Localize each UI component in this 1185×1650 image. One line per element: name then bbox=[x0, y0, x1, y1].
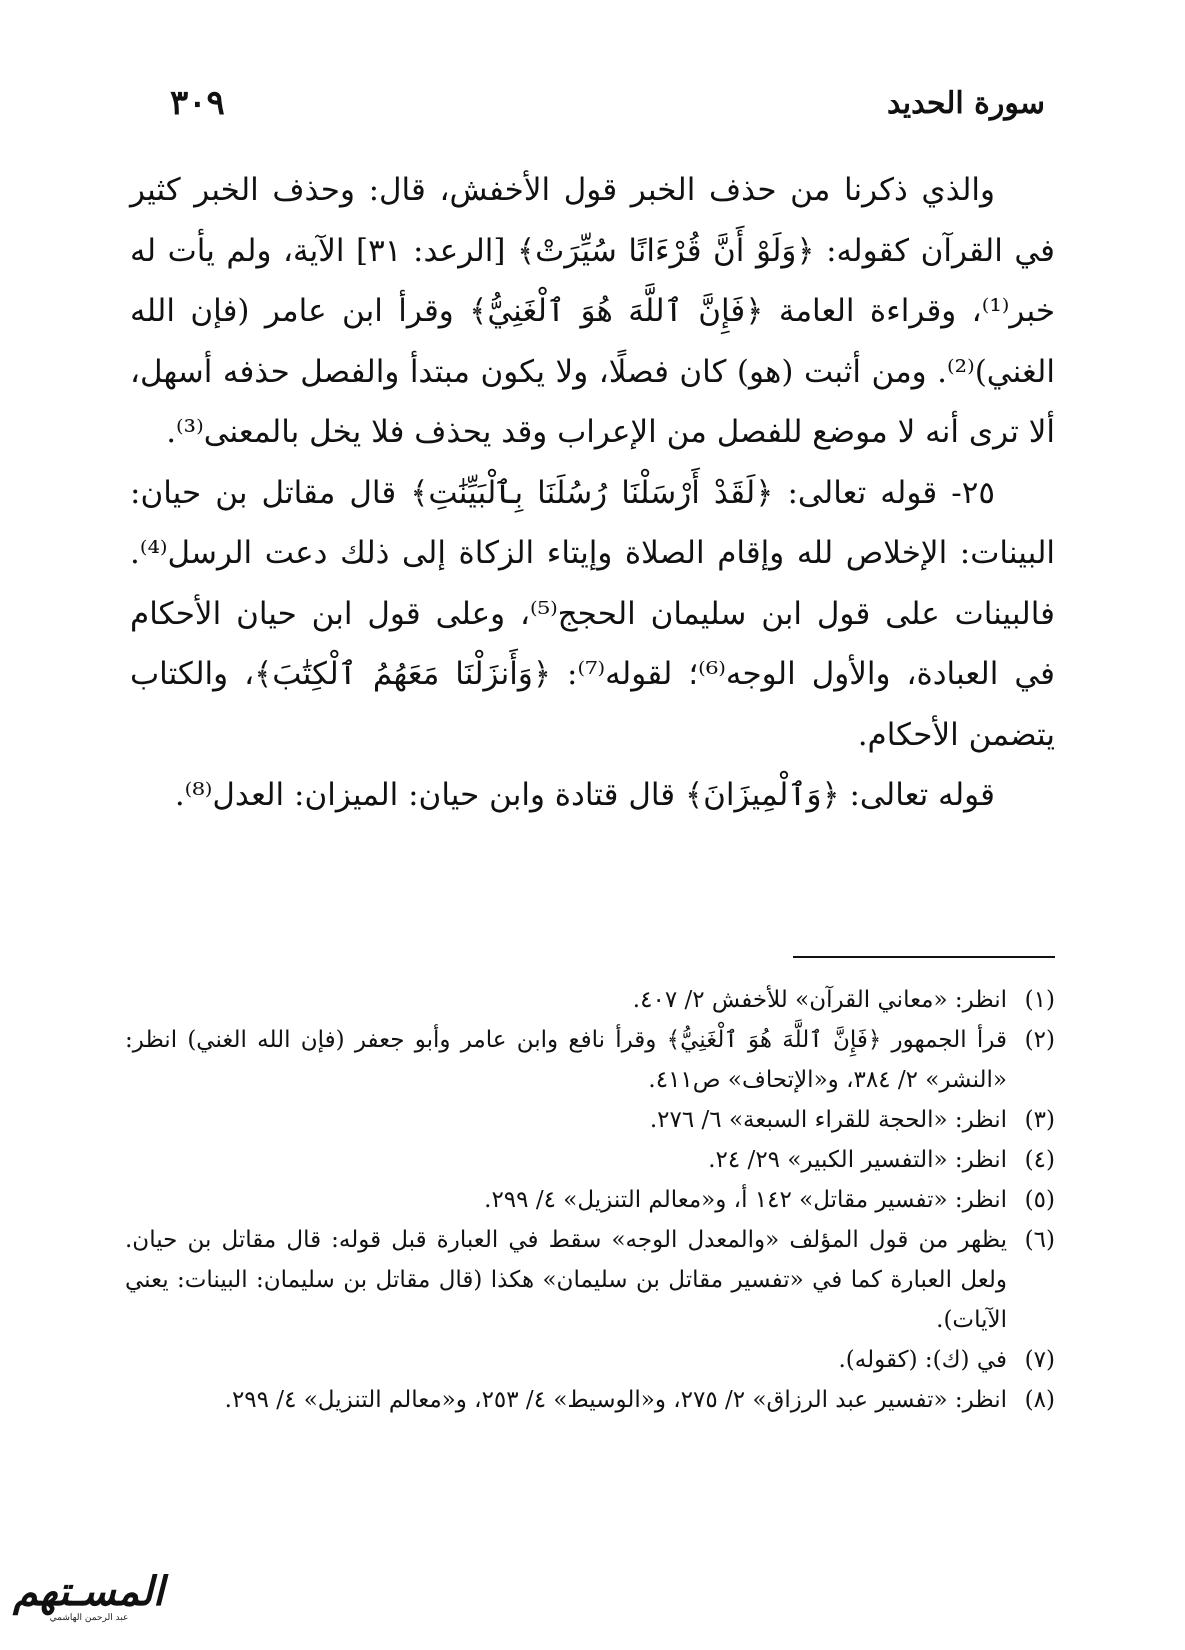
footnote bbox=[125, 980, 1055, 1020]
publisher-logo bbox=[13, 1568, 164, 1632]
footnote bbox=[125, 1100, 1055, 1140]
logo-sub-text: عبد الرحمن الهاشمي bbox=[49, 1613, 129, 1623]
footnote-text: انظر: «تفسير مقاتل» ١٤٢ أ، و«معالم التنزيل» ٤/ ٢٩٩. bbox=[484, 1187, 1007, 1213]
footnote bbox=[125, 1180, 1055, 1220]
footnote-text: يظهر من قول المؤلف «والمعدل الوجه» سقط في العبارة قبل قوله: قال مقاتل بن حيان. ولعل العبارة كما في «تفسير مقاتل بن سليمان» هكذا (قال مقاتل بن سليمان: البينات: يعني الآيات). bbox=[125, 1227, 1007, 1333]
footnote-text: انظر: «معاني القرآن» للأخفش ٢/ ٤٠٧. bbox=[632, 987, 1007, 1013]
footnote-text: في (ك): (كقوله). bbox=[838, 1347, 1007, 1373]
surah-title: سورة الحديد bbox=[887, 85, 1045, 121]
main-text bbox=[130, 160, 1055, 826]
footnotes bbox=[125, 980, 1055, 1420]
footnote-number: (٥) bbox=[1024, 1187, 1055, 1213]
footnote bbox=[125, 1380, 1055, 1420]
page-number: ٣٠٩ bbox=[170, 83, 225, 123]
footnote-number: (٧) bbox=[1024, 1347, 1055, 1373]
page-header bbox=[170, 78, 1045, 128]
footnote bbox=[125, 1020, 1055, 1100]
footnote-number: (١) bbox=[1024, 987, 1055, 1013]
paragraph: ٢٥- قوله تعالى: ﴿لَقَدْ أَرْسَلْنَا رُسُلَنَا بِٱلْبَيِّنَٰتِ﴾ قال مقاتل بن حيان: البينات: الإخلاص لله وإقام الصلاة وإيتاء الزكاة إلى ذلك دعت الرسل⁽⁴⁾. فالبينات على قول ابن سليمان الحجج⁽⁵⁾، وعلى قول ابن حيان الأحكام في العبادة، والأول الوجه⁽⁶⁾؛ لقوله⁽⁷⁾: ﴿وَأَنزَلْنَا مَعَهُمُ ٱلْكِتَٰبَ﴾، والكتاب يتضمن الأحكام. bbox=[130, 474, 1055, 753]
footnote-text: قرأ الجمهور ﴿فَإِنَّ ٱللَّهَ هُوَ ٱلْغَنِيُّ﴾ وقرأ نافع وابن عامر وأبو جعفر (فإن الله الغني) انظر: «النشر» ٢/ ٣٨٤، و«الإتحاف» ص٤١١. bbox=[125, 1027, 1007, 1093]
footnote-divider bbox=[793, 956, 1055, 958]
footnote-text: انظر: «الحجة للقراء السبعة» ٦/ ٢٧٦. bbox=[649, 1107, 1007, 1133]
footnote bbox=[125, 1220, 1055, 1340]
footnote bbox=[125, 1340, 1055, 1380]
footnote-number: (٢) bbox=[1024, 1027, 1055, 1053]
footnote-number: (٨) bbox=[1024, 1387, 1055, 1413]
footnote-number: (٤) bbox=[1024, 1147, 1055, 1173]
footnote-number: (٦) bbox=[1024, 1227, 1055, 1253]
footnote-text: انظر: «تفسير عبد الرزاق» ٢/ ٢٧٥، و«الوسيط» ٤/ ٢٥٣، و«معالم التنزيل» ٤/ ٢٩٩. bbox=[224, 1387, 1007, 1413]
footnote-text: انظر: «التفسير الكبير» ٢٩/ ٢٤. bbox=[708, 1147, 1007, 1173]
paragraph: قوله تعالى: ﴿وَٱلْمِيزَانَ﴾ قال قتادة وابن حيان: الميزان: العدل⁽⁸⁾. bbox=[174, 777, 995, 813]
footnote bbox=[125, 1140, 1055, 1180]
logo-main-text: المسـتهم bbox=[13, 1568, 164, 1615]
footnote-number: (٣) bbox=[1024, 1107, 1055, 1133]
paragraph: والذي ذكرنا من حذف الخبر قول الأخفش، قال: وحذف الخبر كثير في القرآن كقوله: ﴿وَلَوْ أَنَّ قُرْءَانًا سُيِّرَتْ﴾ [الرعد: ٣١] الآية، ولم يأت له خبر⁽¹⁾، وقراءة العامة ﴿فَإِنَّ ٱللَّهَ هُوَ ٱلْغَنِيُّ﴾ وقرأ ابن عامر (فإن الله الغني)⁽²⁾. ومن أثبت (هو) كان فصلًا، ولا يكون مبتدأ والفصل حذفه أسهل، ألا ترى أنه لا موضع للفصل من الإعراب وقد يحذف فلا يخل بالمعنى⁽³⁾. bbox=[130, 172, 1055, 450]
